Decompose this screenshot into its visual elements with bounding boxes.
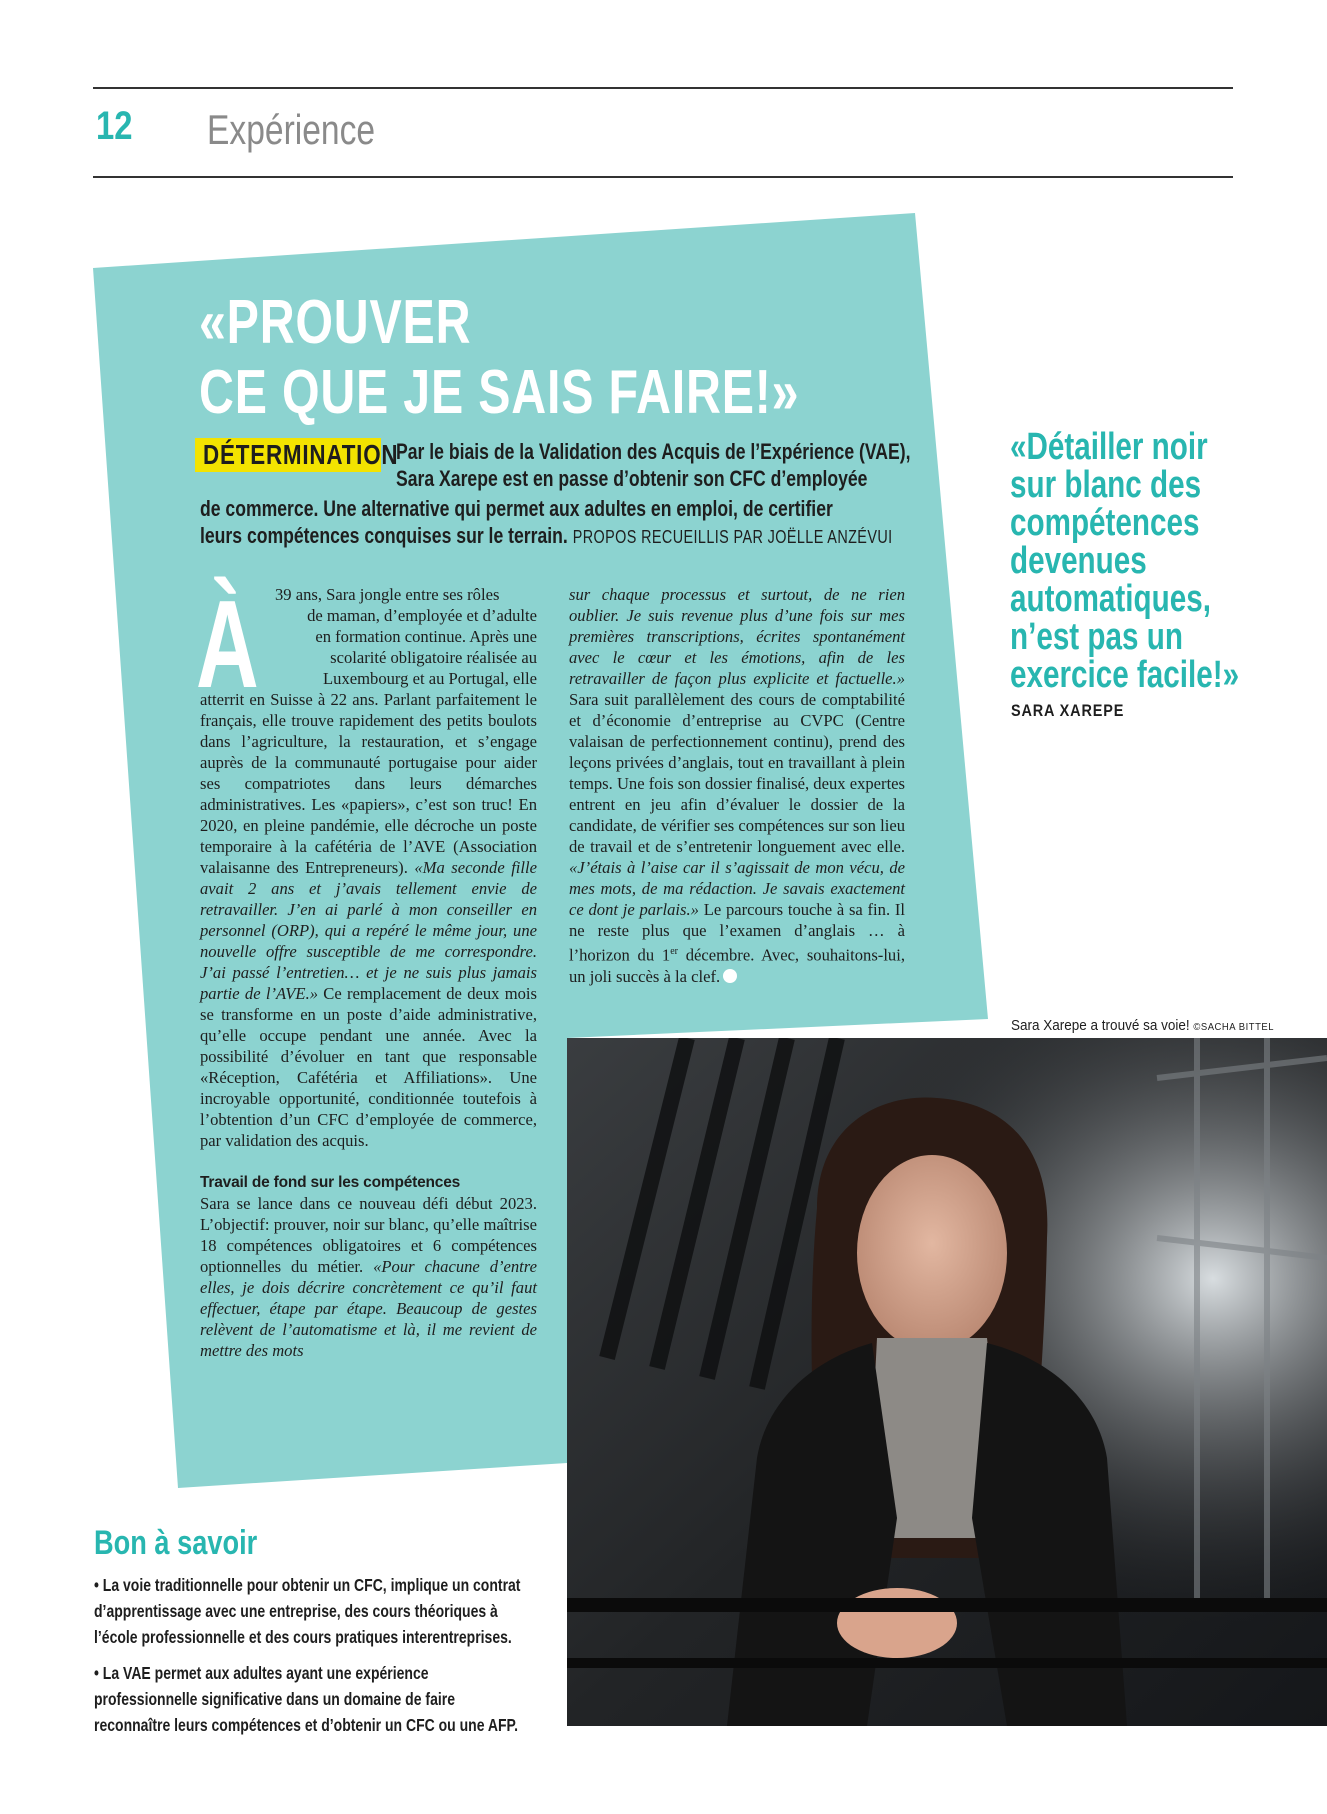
pull-quote-line: «Détailler noir (1010, 426, 1208, 468)
drop-cap: À (196, 576, 259, 714)
body-paragraph-3-end-a: Le parcours touche à sa fin. Il ne reste plus que l’examen d’anglais … à l’horizon du 1 (569, 900, 906, 965)
pull-quote-line: n’est pas un (1010, 616, 1183, 658)
pull-quote-line: compétences (1010, 502, 1200, 544)
infobox-title: Bon à savoir (94, 1524, 258, 1562)
lead-line-4-text: leurs compétences conquises sur le terrain. (200, 523, 568, 548)
pull-quote (1010, 428, 1239, 694)
photo-caption-text: Sara Xarepe a trouvé sa voie! (1011, 1017, 1190, 1034)
column-2-body (569, 584, 905, 987)
section-title: Expérience (207, 106, 376, 153)
page-number: 12 (96, 104, 133, 148)
quote-competences-continued: sur chaque processus et surtout, de ne rien oublier. Je suis revenue plus d’une fois sur mes premières transcriptions, écrites spontanément avec le cœur et les émotions, afin de les retravailler de façon plus explicite et factuelle.» (569, 585, 905, 688)
infobox-item-1-line-3: l’école professionnelle et des cours pratiques interentreprises. (94, 1627, 512, 1647)
body-paragraph-3 (569, 584, 905, 987)
column-1-body (200, 689, 537, 1361)
pull-quote-line: automatiques, (1010, 578, 1211, 620)
infobox-item-1-line-2: d’apprentissage avec une entreprise, des cours théoriques à (94, 1601, 498, 1621)
kicker-badge (195, 438, 399, 472)
body-paragraph-3-end-b: décembre. Avec, souhaitons-lui, un joli succès à la clef. (569, 945, 905, 986)
infobox-item-2-line-3: reconnaître leurs compétences et d’obtenir un CFC ou une AFP. (94, 1715, 518, 1735)
intro-line-4: scolarité obligatoire réalisée au (330, 648, 537, 667)
body-paragraph-2-text: Sara se lance dans ce nouveau défi début 2023. L’objectif: prouver, noir sur blanc, qu’elle maîtrise 18 compétences obligatoires et 6 compétences optionnelles du métier. (200, 1194, 537, 1276)
superscript-er: er (670, 946, 678, 957)
body-paragraph-3-text: Sara suit parallèlement des cours de comptabilité et d’économie d’entreprise au CVPC (Centre valaisan de perfectionnement continu), prend des leçons privées d’anglais, tout en travaillant à plein temps. Une fois son dossier finalisé, deux expertes entrent en jeu afin d’évaluer le dossier de la candidate, de vérifier ses compétences sur son lieu de travail et de s’entretenir longuement avec elle. (569, 690, 905, 856)
body-paragraph-1-text: atterrit en Suisse à 22 ans. Parlant parfaitement le français, elle trouve rapidement des petits boulots dans l’agriculture, la restauration, et s’engage auprès de la communauté portugaise pour aider ses compatriotes dans leurs démarches administratives. Les «papiers», c’est son truc! En 2020, en pleine pandémie, elle décroche un poste temporaire à la cafétéria de l’AVE (Association valaisanne des Entrepreneurs). (200, 690, 537, 877)
body-paragraph-1-end: Ce remplacement de deux mois se transforme en un poste d’aide administrative, qu’elle occupe pendant une année. Avec la possibilité d’évoluer en tant que responsable «Réception, Cafétéria et Affiliations». Une incroyable opportunité, conditionnée toutefois à l’obtention d’un CFC d’employée de commerce, par validation des acquis. (200, 984, 537, 1150)
pull-quote-line: devenues (1010, 540, 1147, 582)
end-of-article-dot (723, 969, 737, 983)
kicker-label: DÉTERMINATION (203, 439, 399, 470)
column-1-intro (275, 584, 537, 689)
photo-caption (1011, 1017, 1274, 1034)
quote-orp: «Ma seconde fille avait 2 ans et j’avais tellement envie de retravailler. J’en ai parlé à mon conseiller en personnel (ORP), qui a repéré le même jour, une nouvelle offre susceptible de me correspondre. J’ai passé l’entretien… et je ne suis plus jamais partie de l’AVE.» (200, 858, 537, 1003)
headline-line-1: «PROUVER (199, 288, 472, 357)
headline-line-2: CE QUE JE SAIS FAIRE!» (199, 358, 800, 427)
body-paragraph-2 (200, 1193, 537, 1361)
byline: PROPOS RECUEILLIS PAR JOËLLE ANZÉVUI (572, 527, 893, 547)
infobox-item-1-line-1: • La voie traditionnelle pour obtenir un CFC, implique un contrat (94, 1575, 521, 1595)
portrait-illustration (567, 1038, 1327, 1726)
lead-line-2: Sara Xarepe est en passe d’obtenir son CFC d’employée (396, 466, 868, 491)
pull-quote-line: sur blanc des (1010, 464, 1202, 506)
pull-quote-line: exercice facile!» (1010, 654, 1240, 696)
portrait-photo (567, 1038, 1327, 1726)
subhead-competences: Travail de fond sur les compétences (200, 1174, 461, 1191)
photo-credit: ©SACHA BITTEL (1193, 1021, 1275, 1033)
infobox-item-2-line-2: professionnelle significative dans un domaine de faire (94, 1689, 455, 1709)
lead-line-1: Par le biais de la Validation des Acquis de l’Expérience (VAE), (396, 439, 911, 464)
lead-line-4 (200, 522, 893, 551)
pull-quote-author: SARA XAREPE (1011, 701, 1125, 720)
infobox-item-2-line-1: • La VAE permet aux adultes ayant une expérience (94, 1663, 429, 1683)
quote-competences: «Pour chacune d’entre elles, je dois décrire concrètement ce qu’il faut effectuer, étape par étape. Beaucoup de gestes relèvent de l’automatisme et là, il me revient de mettre des mots (200, 1257, 537, 1360)
body-paragraph-1 (200, 689, 537, 1151)
intro-line-2: de maman, d’employée et d’adulte (307, 606, 537, 625)
quote-experts: «J’étais à l’aise car il s’agissait de mon vécu, de mes mots, de ma rédaction. Je savais exactement ce dont je parlais.» (569, 858, 905, 919)
lead-line-3: de commerce. Une alternative qui permet aux adultes en emploi, de certifier (200, 496, 833, 521)
article-headline (199, 288, 799, 428)
intro-line-3: en formation continue. Après une (315, 627, 537, 646)
intro-line-5: Luxembourg et au Portugal, elle (323, 669, 537, 688)
intro-line-1: 39 ans, Sara jongle entre ses rôles (275, 585, 500, 604)
